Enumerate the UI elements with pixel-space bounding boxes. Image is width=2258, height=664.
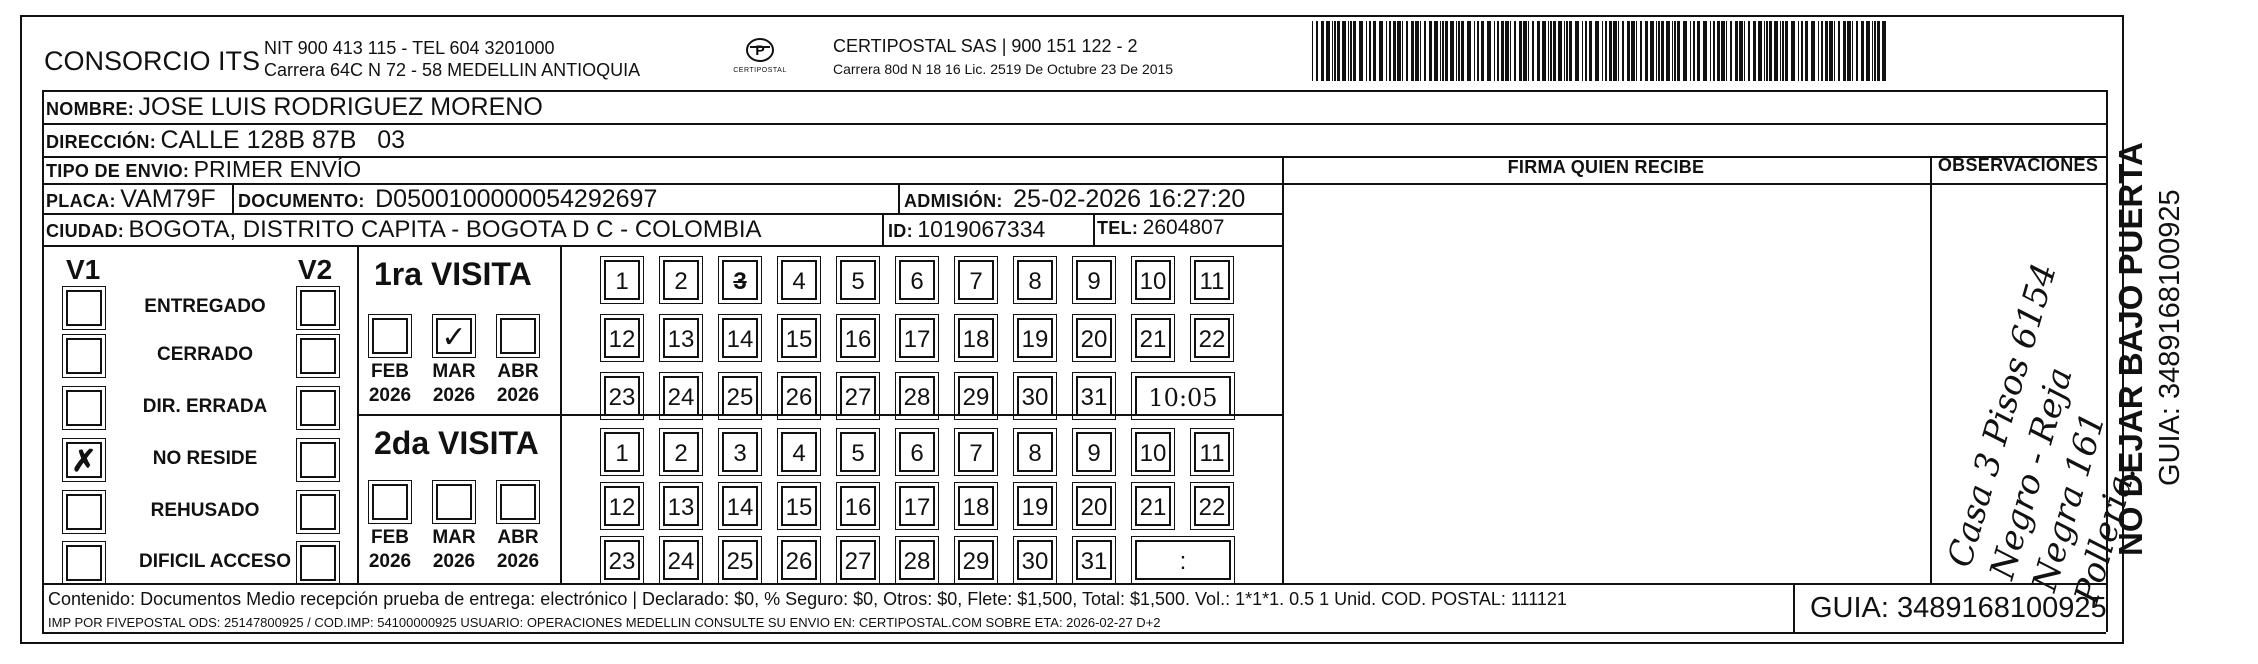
day-24[interactable]: 24 [663,376,699,416]
day-6[interactable]: 6 [899,260,935,300]
signature-area[interactable] [1284,185,1928,581]
documento-row [238,185,657,214]
rule-admision-sep [898,183,900,213]
month-checkbox[interactable] [500,318,536,354]
ciudad-value: BOGOTA, DISTRITO CAPITA - BOGOTA D C - COLOMBIA [128,216,762,243]
month-year: 2026 [496,385,540,406]
firma-header: FIRMA QUIEN RECIBE [1507,157,1705,177]
day-31[interactable]: 31 [1076,540,1112,580]
day-27[interactable]: 27 [840,540,876,580]
rule-bottom [42,632,2106,634]
v2-checkbox[interactable] [300,494,336,530]
side-guia: GUIA: 3489168100925 [2154,189,2186,486]
day-5[interactable]: 5 [840,432,876,472]
status-label: DIFICIL ACCESO [138,551,291,572]
nombre-row [46,93,543,122]
day-29[interactable]: 29 [958,376,994,416]
day-1[interactable]: 1 [604,260,640,300]
visit-time[interactable]: 10:05 [1135,376,1231,416]
day-7[interactable]: 7 [958,260,994,300]
month-label: FEB [371,361,409,382]
day-11[interactable]: 11 [1194,432,1230,472]
day-30[interactable]: 30 [1017,540,1053,580]
rule-tel-sep [1093,213,1095,245]
day-14[interactable]: 14 [722,486,758,526]
month-year: 2026 [368,385,412,406]
direccion-row [46,126,405,155]
day-3[interactable]: 3 [722,260,758,300]
day-18[interactable]: 18 [958,318,994,358]
day-17[interactable]: 17 [899,486,935,526]
day-12[interactable]: 12 [604,486,640,526]
month-label: MAR [432,361,476,382]
day-22[interactable]: 22 [1194,486,1230,526]
v1-checkbox[interactable] [66,390,102,426]
status-label: CERRADO [156,344,254,365]
v2-label: V2 [298,254,333,285]
admision-row [904,185,1245,214]
v1-checkbox[interactable] [66,545,102,581]
day-6[interactable]: 6 [899,432,935,472]
v1-checkbox[interactable] [66,494,102,530]
day-20[interactable]: 20 [1076,486,1112,526]
day-29[interactable]: 29 [958,540,994,580]
v2-checkbox[interactable] [300,545,336,581]
v2-checkbox[interactable] [300,338,336,374]
rule-obs-left [1930,156,1932,583]
status-label: NO RESIDE [152,448,258,469]
id-row [888,216,1045,243]
day-25[interactable]: 25 [722,376,758,416]
rule-id-sep [882,213,884,245]
v2-checkbox[interactable] [300,290,336,326]
tipo-value: PRIMER ENVÍO [193,156,362,182]
day-2[interactable]: 2 [663,432,699,472]
day-26[interactable]: 26 [781,540,817,580]
v2-checkbox[interactable] [300,390,336,426]
footer-guia: GUIA: 3489168100925 [1810,592,2107,624]
status-label: DIR. ERRADA [142,396,268,417]
v1-checkbox[interactable]: ✗ [66,442,102,478]
day-23[interactable]: 23 [604,376,640,416]
v1-checkbox[interactable] [66,290,102,326]
company-line2: Carrera 64C N 72 - 58 MEDELLIN ANTIOQUIA [264,60,641,80]
footer-line1: Contenido: Documentos Medio recepción prueba de entrega: electrónico | Declarado: $0, % Seguro: $0, Otros: $0, Flete: $1,500, Total: $1,500. Vol.: 1*1*1. 0.5 1 Unid. COD. POSTAL: 111121 [48,589,1567,609]
rule-header [42,90,2106,92]
ciudad-row [46,216,762,244]
admision-value: 25-02-2026 16:27:20 [1013,185,1246,213]
certipostal-logo-icon [730,36,790,82]
nombre-label: NOMBRE: [46,99,135,119]
observaciones-header: OBSERVACIONES [1937,155,2099,175]
month-label: ABR [497,527,539,548]
rule-days [560,245,562,583]
side-title: NO DEJAR BAJO PUERTA [2112,142,2149,556]
day-21[interactable]: 21 [1135,486,1171,526]
rule-footer [42,583,2106,585]
month-year: 2026 [368,551,412,572]
month-year: 2026 [432,385,476,406]
day-24[interactable]: 24 [663,540,699,580]
day-12[interactable]: 12 [604,318,640,358]
documento-label: DOCUMENTO: [238,191,365,211]
visit2-title: 2da VISITA [374,425,539,461]
day-26[interactable]: 26 [781,376,817,416]
rule-nombre [42,123,2106,125]
tipo-label: TIPO DE ENVIO: [46,161,190,181]
company-name: CONSORCIO ITS [44,46,261,76]
day-7[interactable]: 7 [958,432,994,472]
rule-placa-sep [232,183,234,213]
day-16[interactable]: 16 [840,486,876,526]
barcode [1312,21,1890,81]
day-8[interactable]: 8 [1017,432,1053,472]
id-value: 1019067334 [917,216,1046,242]
day-5[interactable]: 5 [840,260,876,300]
day-9[interactable]: 9 [1076,260,1112,300]
direccion-label: DIRECCIÓN: [46,132,156,152]
placa-row [46,185,216,214]
month-checkbox[interactable] [436,484,472,520]
month-checkbox[interactable] [372,484,408,520]
v2-checkbox[interactable] [300,442,336,478]
tel-label: TEL: [1097,218,1139,238]
day-19[interactable]: 19 [1017,486,1053,526]
tel-row [1097,216,1224,240]
month-year: 2026 [496,551,540,572]
month-year: 2026 [432,551,476,572]
v1-checkbox[interactable] [66,338,102,374]
day-28[interactable]: 28 [899,540,935,580]
rule-status [357,245,359,583]
day-3[interactable]: 3 [722,432,758,472]
company-line1: NIT 900 413 115 - TEL 604 3201000 [264,38,555,58]
svg-text:P: P [755,42,765,58]
documento-value: D0500100000054292697 [375,185,658,213]
day-10[interactable]: 10 [1135,432,1171,472]
rule-guia-sep [1793,583,1795,632]
day-1[interactable]: 1 [604,432,640,472]
v1-label: V1 [66,254,101,285]
placa-label: PLACA: [46,191,116,211]
day-13[interactable]: 13 [663,486,699,526]
nombre-value: JOSE LUIS RODRIGUEZ MORENO [138,93,543,121]
day-20[interactable]: 20 [1076,318,1112,358]
status-label: REHUSADO [150,500,260,521]
day-17[interactable]: 17 [899,318,935,358]
observaciones-handwriting: Casa 3 Pisos 6154 Negro - Reja Negra 161 Polleria. [1939,259,2145,608]
day-2[interactable]: 2 [663,260,699,300]
footer-line2: IMP POR FIVEPOSTAL ODS: 25147800925 / COD.IMP: 54100000925 USUARIO: OPERACIONES MEDELLIN CONSULTE SU ENVIO EN: CERTIPOSTAL.COM SOBRE ETA: 2026-02-27 D+2 [48,615,1161,630]
rule-ciudad [42,245,1282,247]
visit-time[interactable]: : [1135,540,1231,580]
day-30[interactable]: 30 [1017,376,1053,416]
day-9[interactable]: 9 [1076,432,1112,472]
month-checkbox[interactable]: ✓ [436,318,472,354]
visit1-title: 1ra VISITA [374,256,532,292]
day-4[interactable]: 4 [781,260,817,300]
day-8[interactable]: 8 [1017,260,1053,300]
day-11[interactable]: 11 [1194,260,1230,300]
logo-text: CERTIPOSTAL [733,67,787,74]
day-16[interactable]: 16 [840,318,876,358]
day-22[interactable]: 22 [1194,318,1230,358]
carrier-line1: CERTIPOSTAL SAS | 900 151 122 - 2 [833,36,1138,56]
day-28[interactable]: 28 [899,376,935,416]
day-10[interactable]: 10 [1135,260,1171,300]
status-label: ENTREGADO [144,296,266,317]
day-25[interactable]: 25 [722,540,758,580]
tipo-row [46,156,361,183]
day-15[interactable]: 15 [781,318,817,358]
month-checkbox[interactable] [500,484,536,520]
carrier-line2: Carrera 80d N 18 16 Lic. 2519 De Octubre 23 De 2015 [833,61,1174,77]
day-13[interactable]: 13 [663,318,699,358]
day-4[interactable]: 4 [781,432,817,472]
direccion-value: CALLE 128B 87B 03 [160,126,406,154]
month-label: FEB [371,527,409,548]
ciudad-label: CIUDAD: [46,221,125,241]
month-checkbox[interactable] [372,318,408,354]
day-19[interactable]: 19 [1017,318,1053,358]
day-14[interactable]: 14 [722,318,758,358]
id-label: ID: [888,221,913,241]
admision-label: ADMISIÓN: [904,191,1003,211]
day-23[interactable]: 23 [604,540,640,580]
day-27[interactable]: 27 [840,376,876,416]
day-15[interactable]: 15 [781,486,817,526]
day-31[interactable]: 31 [1076,376,1112,416]
rule-left [42,90,44,632]
month-label: MAR [432,527,476,548]
day-21[interactable]: 21 [1135,318,1171,358]
placa-value: VAM79F [120,185,216,213]
tel-value: 2604807 [1142,216,1225,239]
day-18[interactable]: 18 [958,486,994,526]
month-label: ABR [497,361,539,382]
